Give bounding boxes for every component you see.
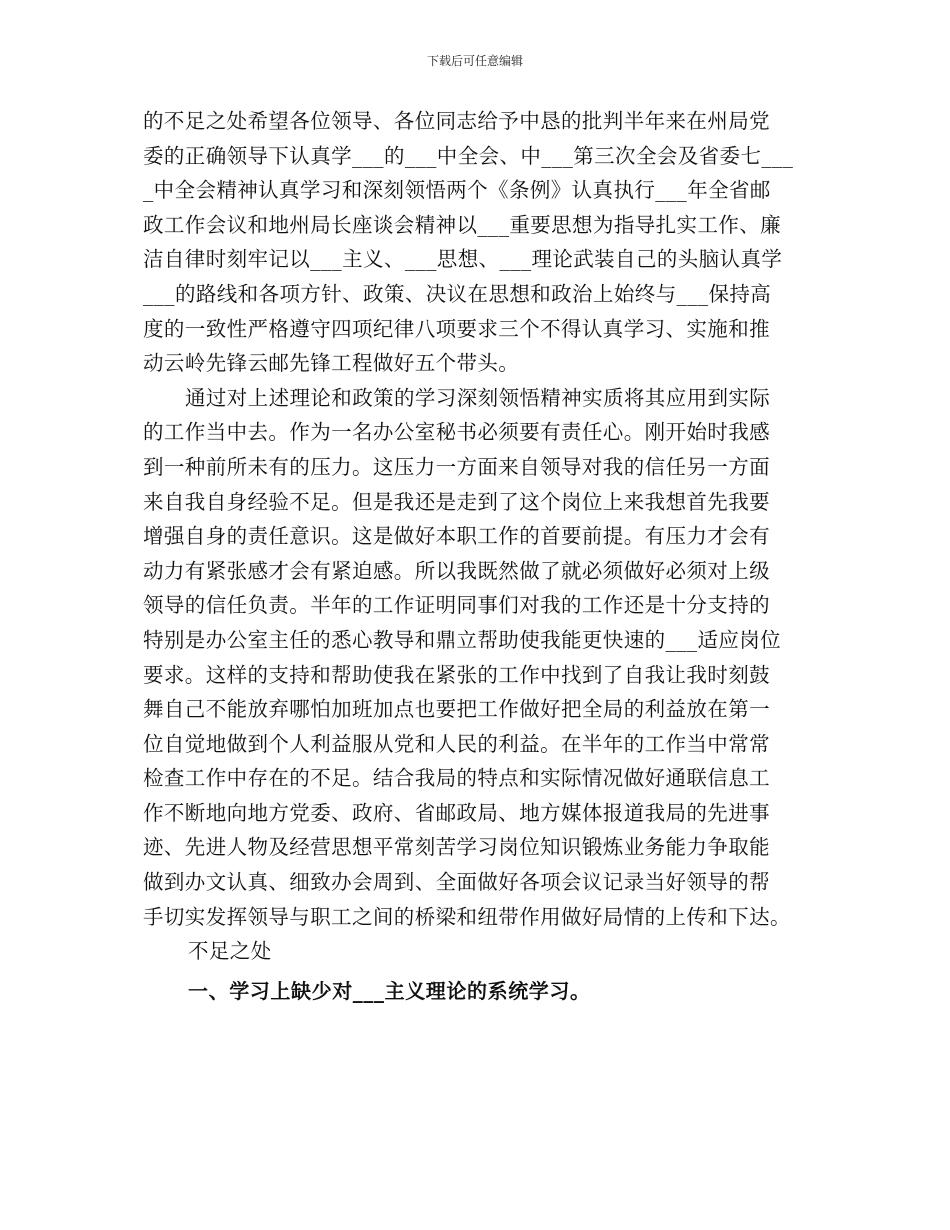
- paragraph-line: 来自我自身经验不足。但是我还是走到了这个岗位上来我想首先我要: [143, 489, 770, 514]
- paragraph-line: 度的一致性严格遵守四项纪律八项要求三个不得认真学习、实施和推: [143, 316, 770, 341]
- paragraph-line: 政工作会议和地州局长座谈会精神以___重要思想为指导扎实工作、廉: [143, 212, 782, 237]
- paragraph-line: 检查工作中存在的不足。结合我局的特点和实际情况做好通联信息工: [143, 766, 770, 791]
- paragraph-line: 位自觉地做到个人利益服从党和人民的利益。在半年的工作当中常常: [143, 731, 770, 756]
- paragraph-line: 洁自律时刻牢记以___主义、___思想、___理论武装自己的头脑认真学: [143, 247, 783, 272]
- paragraph-line: 委的正确领导下认真学___的___中全会、中___第三次全会及省委七___: [143, 143, 794, 168]
- paragraph-line: 的不足之处希望各位领导、各位同志给予中恳的批判半年来在州局党: [143, 109, 770, 133]
- paragraph-line: 领导的信任负责。半年的工作证明同事们对我的工作还是十分支持的: [143, 593, 770, 618]
- paragraph-line: 到一种前所未有的压力。这压力一方面来自领导对我的信任另一方面: [143, 454, 770, 479]
- paragraph-line: 做到办文认真、细致办会周到、全面做好各项会议记录当好领导的帮: [143, 870, 770, 895]
- paragraph-2: [143, 381, 807, 935]
- paragraph-line: 增强自身的责任意识。这是做好本职工作的首要前提。有压力才会有: [143, 524, 770, 549]
- paragraph-line: 迹、先进人物及经营思想平常刻苦学习岗位知识锻炼业务能力争取能: [143, 835, 770, 860]
- section-label: 不足之处: [188, 939, 272, 964]
- paragraph-line: 特别是办公室主任的悉心教导和鼎立帮助使我能更快速的___适应岗位: [143, 627, 782, 652]
- paragraph-1: [143, 104, 807, 381]
- page-header: 下载后可任意编辑: [426, 54, 523, 68]
- section-heading: 一、学习上缺少对___主义理论的系统学习。: [188, 978, 591, 1003]
- paragraph-line: _中全会精神认真学习和深刻领悟两个《条例》认真执行___年全省邮: [143, 178, 771, 203]
- paragraph-line: 的工作当中去。作为一名办公室秘书必须要有责任心。刚开始时我感: [143, 420, 770, 445]
- paragraph-line: 通过对上述理论和政策的学习深刻领悟精神实质将其应用到实际: [185, 385, 771, 410]
- paragraph-line: 动云岭先锋云邮先锋工程做好五个带头。: [143, 351, 520, 376]
- paragraph-line: 舞自己不能放弃哪怕加班加点也要把工作做好把全局的利益放在第一: [143, 697, 770, 722]
- document-body: [143, 104, 807, 1013]
- paragraph-line: 动力有紧张感才会有紧迫感。所以我既然做了就必须做好必须对上级: [143, 558, 770, 583]
- paragraph-line: 手切实发挥领导与职工之间的桥梁和纽带作用做好局情的上传和下达。: [143, 904, 791, 929]
- paragraph-line: 要求。这样的支持和帮助使我在紧张的工作中找到了自我让我时刻鼓: [143, 662, 770, 687]
- paragraph-line: 作不断地向地方党委、政府、省邮政局、地方媒体报道我局的先进事: [143, 800, 770, 825]
- paragraph-line: ___的路线和各项方针、政策、决议在思想和政治上始终与___保持高: [143, 281, 772, 306]
